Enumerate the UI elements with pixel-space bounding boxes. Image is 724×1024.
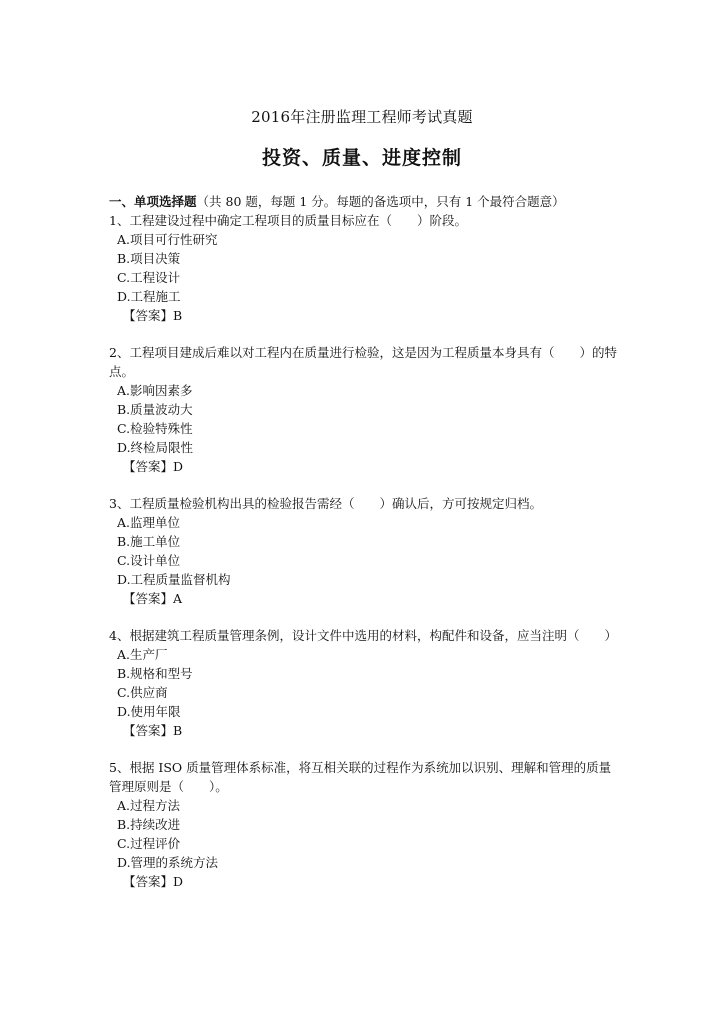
document-title: 2016年注册监理工程师考试真题 [251,108,473,126]
option-a: A.过程方法 [117,798,181,813]
question-stem: 1、工程建设过程中确定工程项目的质量目标应在（ ）阶段。 [109,213,467,228]
question-stem: 5、根据 ISO 质量管理体系标准，将互相关联的过程作为系统加以识别、理解和管理的质量管理原则是（ ）。 [109,760,612,794]
answer: 【答案】A [123,591,183,606]
section-heading-note: （共 80 题，每题 1 分。每题的备选项中，只有 1 个最符合题意） [196,194,565,209]
option-a: A.影响因素多 [117,383,193,398]
option-b: B.规格和型号 [117,666,193,681]
option-b: B.项目决策 [117,251,181,266]
question-stem: 2、工程项目建成后难以对工程内在质量进行检验，这是因为工程质量本身具有（ ）的特点。 [109,345,617,379]
option-c: C.供应商 [117,685,168,700]
option-c: C.设计单位 [117,553,181,568]
option-a: A.监理单位 [117,515,181,530]
question-1 [109,211,621,325]
question-list [109,211,621,909]
option-d: D.工程质量监督机构 [117,572,231,587]
option-b: B.质量波动大 [117,402,193,417]
section-heading-label: 一、单项选择题 [109,194,197,209]
option-a: A.生产厂 [117,647,168,662]
option-c: C.过程评价 [117,836,181,851]
option-d: D.工程施工 [117,289,181,304]
answer: 【答案】D [123,459,184,474]
question-3 [109,494,621,608]
option-a: A.项目可行性研究 [117,232,218,247]
option-c: C.检验特殊性 [117,421,193,436]
option-b: B.施工单位 [117,534,181,549]
section-heading [109,192,565,210]
question-5 [109,758,621,891]
option-d: D.管理的系统方法 [117,855,219,870]
option-c: C.工程设计 [117,270,181,285]
option-d: D.终检局限性 [117,440,194,455]
answer: 【答案】B [123,723,183,738]
question-2 [109,343,621,476]
answer: 【答案】B [123,308,183,323]
answer: 【答案】D [123,874,184,889]
question-stem: 4、根据建筑工程质量管理条例，设计文件中选用的材料，构配件和设备，应当注明（ ） [109,628,617,643]
option-d: D.使用年限 [117,704,181,719]
option-b: B.持续改进 [117,817,181,832]
question-4 [109,626,621,740]
question-stem: 3、工程质量检验机构出具的检验报告需经（ ）确认后，方可按规定归档。 [109,496,542,511]
document-subtitle: 投资、质量、进度控制 [261,147,462,169]
